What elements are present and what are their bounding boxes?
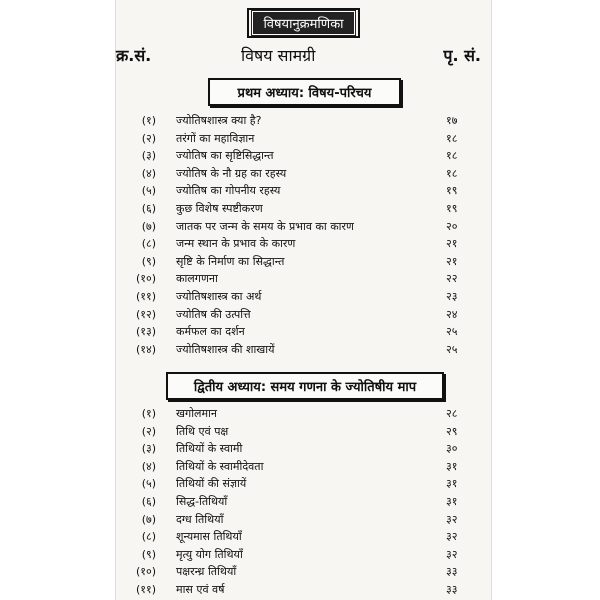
item-page: १९ bbox=[446, 202, 458, 215]
item-topic: जन्म स्थान के प्रभाव के कारण bbox=[176, 237, 296, 251]
item-topic: ज्योतिष की उत्पत्ति bbox=[176, 307, 251, 321]
list-item bbox=[116, 271, 476, 289]
item-number: (१) bbox=[141, 114, 156, 127]
item-number: (१२) bbox=[135, 307, 156, 321]
item-topic: कालगणना bbox=[176, 272, 218, 286]
list-item bbox=[116, 459, 476, 477]
item-number: (१०) bbox=[135, 272, 156, 286]
subject-column-header: विषय सामग्री bbox=[241, 46, 316, 65]
item-page: ३३ bbox=[446, 565, 458, 579]
item-number: (२) bbox=[141, 131, 156, 145]
item-page: २९ bbox=[446, 424, 458, 438]
list-item bbox=[116, 582, 476, 600]
title-frame bbox=[247, 8, 359, 38]
item-number: (२) bbox=[141, 424, 156, 438]
item-number: (६) bbox=[141, 495, 156, 508]
item-number: (८) bbox=[141, 237, 156, 251]
list-item bbox=[116, 547, 476, 565]
item-topic: पक्षरन्ध्र तिथियाँ bbox=[176, 565, 237, 579]
item-number: (७) bbox=[141, 512, 156, 526]
item-topic: तिथि एवं पक्ष bbox=[176, 424, 229, 438]
item-page: २४ bbox=[446, 307, 458, 321]
list-item bbox=[116, 476, 476, 494]
item-page: २८ bbox=[446, 407, 458, 420]
item-number: (९) bbox=[141, 254, 156, 268]
item-topic: ज्योतिष का गोपनीय रहस्य bbox=[176, 184, 281, 198]
item-page: ३२ bbox=[446, 547, 458, 561]
list-item bbox=[116, 512, 476, 530]
item-topic: ज्योतिषशास्त्र का अर्थ bbox=[176, 290, 262, 303]
item-topic: कुछ विशेष स्पष्टीकरण bbox=[176, 202, 263, 215]
list-item bbox=[116, 219, 476, 237]
item-page: ३२ bbox=[446, 512, 458, 526]
item-topic: ज्योतिष के नौ ग्रह का रहस्य bbox=[176, 166, 287, 180]
item-topic: मृत्यु योग तिथियाँ bbox=[176, 547, 243, 561]
item-topic: सिद्ध-तिथियाँ bbox=[176, 495, 228, 508]
item-topic: मास एवं वर्ष bbox=[176, 583, 225, 596]
title-area bbox=[116, 8, 491, 38]
item-number: (५) bbox=[141, 477, 156, 491]
page-column-header: पृ. सं. bbox=[443, 46, 481, 65]
item-topic: तिथियों के स्वामीदेवता bbox=[176, 459, 264, 473]
page-title: विषयानुक्रमणिका bbox=[252, 11, 354, 35]
item-page: १९ bbox=[446, 184, 458, 198]
item-number: (१४) bbox=[135, 342, 156, 356]
item-number: (४) bbox=[141, 459, 156, 473]
chapter-2-heading: द्वितीय अध्याय: समय गणना के ज्योतिषीय माप bbox=[166, 372, 444, 400]
item-number: (५) bbox=[141, 184, 156, 198]
item-number: (३) bbox=[141, 442, 156, 456]
list-item bbox=[116, 307, 476, 325]
item-page: २० bbox=[446, 219, 458, 233]
item-page: १७ bbox=[446, 114, 458, 127]
item-number: (११) bbox=[135, 583, 156, 596]
document-page bbox=[115, 0, 492, 600]
item-topic: ज्योतिषशास्त्र की शाखायें bbox=[176, 342, 275, 356]
item-topic: शून्यमास तिथियाँ bbox=[176, 530, 242, 544]
list-item bbox=[116, 254, 476, 272]
serial-column-header: क्र.सं. bbox=[116, 46, 152, 65]
item-number: (११) bbox=[135, 290, 156, 303]
item-page: ३३ bbox=[446, 583, 458, 596]
item-page: ३२ bbox=[446, 530, 458, 544]
item-topic: दग्ध तिथियाँ bbox=[176, 512, 224, 526]
item-topic: तिथियों के स्वामी bbox=[176, 442, 243, 456]
list-item bbox=[116, 406, 476, 424]
list-item bbox=[116, 148, 476, 166]
item-page: १८ bbox=[446, 131, 458, 145]
item-number: (१०) bbox=[135, 565, 156, 579]
item-topic: ज्योतिषशास्त्र क्या है? bbox=[176, 114, 262, 127]
item-topic: तिथियों की संज्ञायें bbox=[176, 477, 247, 491]
item-page: १८ bbox=[446, 149, 458, 163]
item-number: (६) bbox=[141, 202, 156, 215]
item-number: (४) bbox=[141, 166, 156, 180]
list-item bbox=[116, 201, 476, 219]
item-topic: तरंगों का महाविज्ञान bbox=[176, 131, 255, 145]
item-page: ३० bbox=[446, 442, 458, 456]
list-item bbox=[116, 342, 476, 360]
list-item bbox=[116, 236, 476, 254]
item-page: ३१ bbox=[446, 477, 458, 491]
item-number: (३) bbox=[141, 149, 156, 163]
list-item bbox=[116, 289, 476, 307]
item-page: २५ bbox=[446, 342, 458, 356]
list-item bbox=[116, 183, 476, 201]
list-item bbox=[116, 131, 476, 149]
list-item bbox=[116, 324, 476, 342]
item-topic: कर्मफल का दर्शन bbox=[176, 325, 245, 339]
item-page: ३१ bbox=[446, 495, 458, 508]
item-number: (७) bbox=[141, 219, 156, 233]
item-number: (८) bbox=[141, 530, 156, 544]
item-page: ३१ bbox=[446, 459, 458, 473]
item-topic: सृष्टि के निर्माण का सिद्धान्त bbox=[176, 254, 285, 268]
item-page: २२ bbox=[446, 272, 458, 286]
item-number: (१) bbox=[141, 407, 156, 420]
item-page: २१ bbox=[446, 237, 458, 251]
item-number: (९) bbox=[141, 547, 156, 561]
list-item bbox=[116, 564, 476, 582]
item-number: (१३) bbox=[135, 325, 156, 339]
chapter-1-heading: प्रथम अध्याय: विषय-परिचय bbox=[208, 78, 401, 106]
list-item bbox=[116, 113, 476, 131]
item-page: २३ bbox=[446, 290, 458, 303]
list-item bbox=[116, 166, 476, 184]
item-topic: ज्योतिष का सृष्टिसिद्धान्त bbox=[176, 149, 274, 163]
item-page: २५ bbox=[446, 325, 458, 339]
item-topic: खगोलमान bbox=[176, 407, 218, 420]
item-page: १८ bbox=[446, 166, 458, 180]
list-item bbox=[116, 529, 476, 547]
list-item bbox=[116, 424, 476, 442]
item-topic: जातक पर जन्म के समय के प्रभाव का कारण bbox=[176, 219, 354, 233]
item-page: २१ bbox=[446, 254, 458, 268]
list-item bbox=[116, 441, 476, 459]
list-item bbox=[116, 494, 476, 512]
